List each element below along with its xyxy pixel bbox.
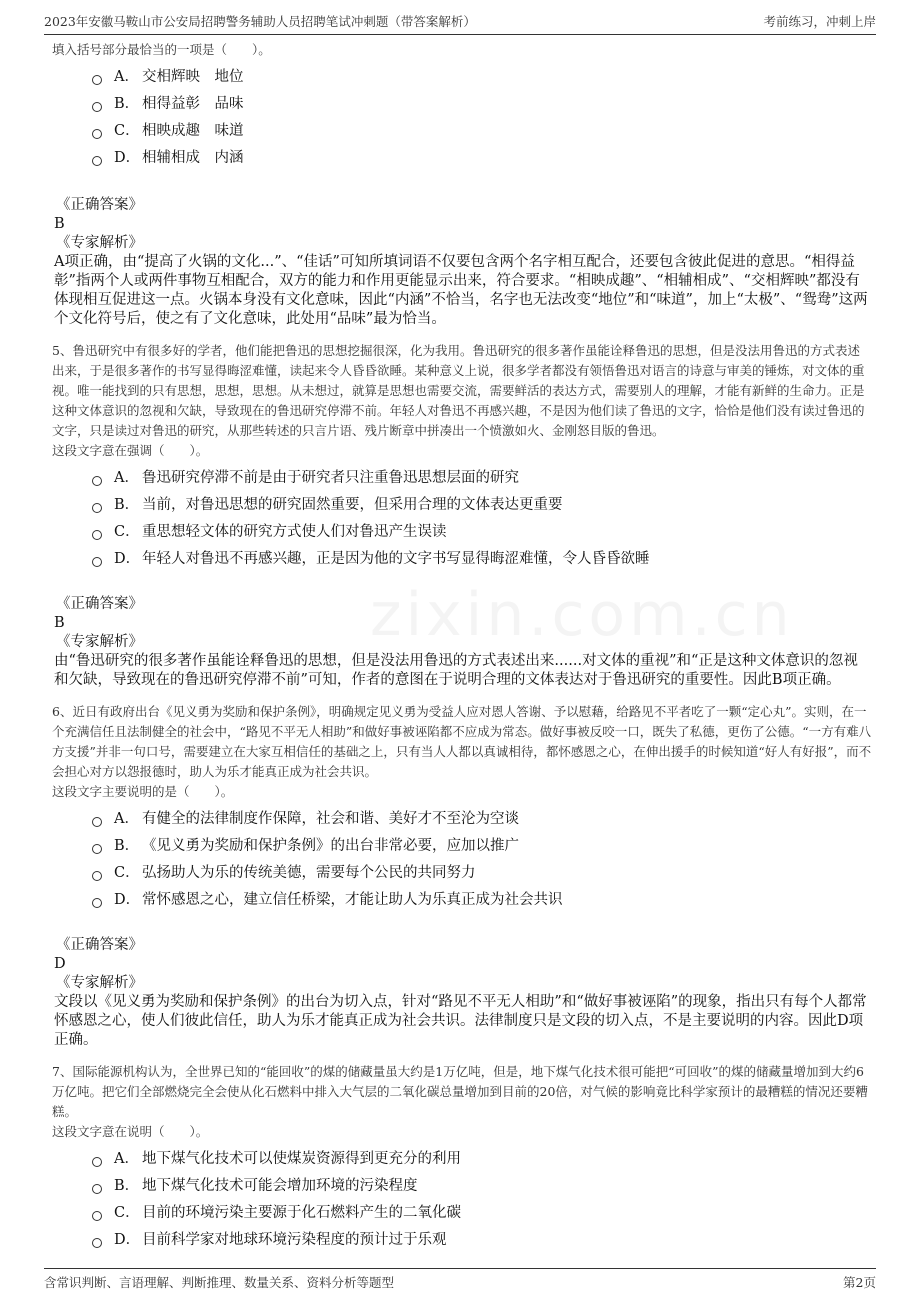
document-title: 2023年安徽马鞍山市公安局招聘警务辅助人员招聘笔试冲刺题（带答案解析） xyxy=(44,14,476,29)
radio-button-icon[interactable] xyxy=(92,898,102,908)
option-c[interactable] xyxy=(92,118,872,145)
question-passage: 6、近日有政府出台《见义勇为奖励和保护条例》，明确规定见义勇为受益人应对恩人答谢、予以慰藉，给路见不平者吃了一颗“定心丸”。实则，在一个充满信任且法制健全的社会中，“路见不平无人相助”和做好事被诬陷都不应成为常态。做好事被反咬一口，既失了私德，更伤了公德。“一方有难八方支援”并非一句口号，需要建立在大家互相信任的基础之上，只有当人人都以真诚相待，都怀感恩之心，在伸出援手的时候知道“好人有好报”，而不会担心对方以怨报德时，助人为乐才能真正成为社会共识。 xyxy=(52,704,872,779)
options-list xyxy=(92,806,872,914)
answer-block xyxy=(52,196,872,329)
option-letter: A． xyxy=(114,470,139,486)
radio-button-icon[interactable] xyxy=(92,530,102,540)
option-d[interactable] xyxy=(92,1227,872,1254)
option-letter: D． xyxy=(114,551,141,567)
option-letter: A． xyxy=(114,1151,139,1167)
option-b[interactable] xyxy=(92,91,872,118)
radio-button-icon[interactable] xyxy=(92,503,102,513)
answer-value: B xyxy=(54,615,65,631)
radio-button-icon[interactable] xyxy=(92,102,102,112)
option-a[interactable] xyxy=(92,806,872,833)
option-text: 相映成趣 味道 xyxy=(142,123,244,139)
answer-label: 《正确答案》 xyxy=(56,197,143,213)
watermark: zixin.com.cn xyxy=(370,580,794,650)
option-c[interactable] xyxy=(92,1200,872,1227)
options-list xyxy=(92,1146,872,1254)
option-letter: D． xyxy=(114,1232,141,1248)
option-letter: C． xyxy=(114,865,140,881)
option-text: 相辅相成 内涵 xyxy=(142,150,244,166)
option-text: 目前科学家对地球环境污染程度的预计过于乐观 xyxy=(142,1232,447,1248)
question-passage: 7、国际能源机构认为，全世界已知的“能回收”的煤的储藏量虽大约是1万亿吨，但是，地下煤气化技术很可能把“可回收”的煤的储藏量增加到大约6万亿吨。把它们全部燃烧完全会使从化石燃料中排入大气层的二氧化碳总量增加到目前的20倍，对气候的影响竟比科学家预计的最糟糕的情况还要糟糕。 xyxy=(52,1064,868,1119)
option-letter: A． xyxy=(114,69,139,85)
option-text: 鲁迅研究停滞不前是由于研究者只注重鲁迅思想层面的研究 xyxy=(142,470,519,486)
question-7 xyxy=(52,1062,872,1254)
option-text: 年轻人对鲁迅不再感兴趣，正是因为他的文字书写显得晦涩难懂，令人昏昏欲睡 xyxy=(142,551,650,567)
option-letter: C． xyxy=(114,524,140,540)
option-letter: B． xyxy=(114,838,140,854)
option-letter: C． xyxy=(114,1205,140,1221)
option-text: 交相辉映 地位 xyxy=(142,69,244,85)
radio-button-icon[interactable] xyxy=(92,1157,102,1167)
option-letter: D． xyxy=(114,892,141,908)
option-text: 地下煤气化技术可以使煤炭资源得到更充分的利用 xyxy=(142,1151,461,1167)
question-5 xyxy=(52,341,872,690)
radio-button-icon[interactable] xyxy=(92,817,102,827)
option-letter: B． xyxy=(114,497,140,513)
options-list xyxy=(92,465,872,573)
radio-button-icon[interactable] xyxy=(92,129,102,139)
radio-button-icon[interactable] xyxy=(92,156,102,166)
explanation-text: 由“鲁迅研究的很多著作虽能诠释鲁迅的思想，但是没法用鲁迅的方式表述出来......对文体的重视”和“正是这种文体意识的忽视和欠缺，导致现在的鲁迅研究停滞不前”可知，作者的意图在于说明合理的文体表达对于鲁迅研究的重要性。因此B项正确。 xyxy=(54,653,858,688)
option-text: 当前，对鲁迅思想的研究固然重要，但采用合理的文体表达更重要 xyxy=(142,497,563,513)
page-header xyxy=(44,10,876,35)
radio-button-icon[interactable] xyxy=(92,844,102,854)
option-b[interactable] xyxy=(92,833,872,860)
option-a[interactable] xyxy=(92,1146,872,1173)
question-6 xyxy=(52,702,872,1050)
answer-label: 《正确答案》 xyxy=(56,596,143,612)
radio-button-icon[interactable] xyxy=(92,1184,102,1194)
option-letter: C． xyxy=(114,123,140,139)
radio-button-icon[interactable] xyxy=(92,75,102,85)
option-text: 相得益彰 品味 xyxy=(142,96,244,112)
answer-value: D xyxy=(54,956,66,972)
option-d[interactable] xyxy=(92,546,872,573)
option-letter: B． xyxy=(114,96,140,112)
radio-button-icon[interactable] xyxy=(92,476,102,486)
question-stem: 这段文字意在强调（ ）。 xyxy=(52,443,209,458)
footer-topics: 含常识判断、言语理解、判断推理、数量关系、资料分析等题型 xyxy=(44,1275,395,1290)
question-stem: 这段文字主要说明的是（ ）。 xyxy=(52,784,234,799)
options-list xyxy=(92,64,872,172)
page-content xyxy=(52,40,872,1254)
header-slogan: 考前练习，冲刺上岸 xyxy=(763,14,876,29)
option-c[interactable] xyxy=(92,860,872,887)
option-d[interactable] xyxy=(92,887,872,914)
explanation-label: 《专家解析》 xyxy=(56,634,143,650)
question-stem: 这段文字意在说明（ ）。 xyxy=(52,1124,209,1139)
answer-block xyxy=(52,595,872,690)
option-text: 弘扬助人为乐的传统美德，需要每个公民的共同努力 xyxy=(142,865,476,881)
answer-value: B xyxy=(54,216,65,232)
option-b[interactable] xyxy=(92,1173,872,1200)
explanation-label: 《专家解析》 xyxy=(56,235,143,251)
option-a[interactable] xyxy=(92,465,872,492)
page-number: 第2页 xyxy=(843,1275,876,1290)
option-letter: D． xyxy=(114,150,141,166)
answer-label: 《正确答案》 xyxy=(56,937,143,953)
question-passage: 5、鲁迅研究中有很多好的学者，他们能把鲁迅的思想挖掘很深，化为我用。鲁迅研究的很多著作虽能诠释鲁迅的思想，但是没法用鲁迅的方式表述出来，于是很多著作的书写显得晦涩难懂，读起来令人昏昏欲睡。某种意义上说，很多学者都没有领悟鲁迅对语言的诗意与审美的锤炼，对文体的重视。唯一能找到的只有思想，思想，思想。从未想过，就算是思想也需要交流，需要鲜活的表达方式，需要别人的理解，才能有新鲜的生命力。正是这种文体意识的忽视和欠缺，导致现在的鲁迅研究停滞不前。年轻人对鲁迅不再感兴趣，不是因为他们读了鲁迅的文字，恰恰是他们没有读过鲁迅的文字，只是读过对鲁迅的研究，从那些转述的只言片语、残片断章中拼凑出一个愤激如火、金刚怒目版的鲁迅。 xyxy=(52,343,865,438)
radio-button-icon[interactable] xyxy=(92,1238,102,1248)
option-text: 常怀感恩之心，建立信任桥梁，才能让助人为乐真正成为社会共识 xyxy=(142,892,563,908)
radio-button-icon[interactable] xyxy=(92,871,102,881)
explanation-text: A项正确，由“提高了火锅的文化...”、“佳话”可知所填词语不仅要包含两个名字相互配合，还要包含彼此促进的意思。“相得益彰”指两个人或两件事物互相配合，双方的能力和作用更能显示出来，符合要求。“相映成趣”、“相辅相成”、“交相辉映”都没有体现相互促进这一点。火锅本身没有文化意味，因此“内涵”不恰当，名字也无法改变“地位”和“味道”，加上“太极”、“鸳鸯”这两个文化符号后，使之有了文化意味，此处用“品味”最为恰当。 xyxy=(54,254,868,327)
explanation-label: 《专家解析》 xyxy=(56,975,143,991)
radio-button-icon[interactable] xyxy=(92,557,102,567)
option-d[interactable] xyxy=(92,145,872,172)
radio-button-icon[interactable] xyxy=(92,1211,102,1221)
answer-block xyxy=(52,936,872,1050)
option-text: 地下煤气化技术可能会增加环境的污染程度 xyxy=(142,1178,418,1194)
option-text: 《见义勇为奖励和保护条例》的出台非常必要，应加以推广 xyxy=(142,838,519,854)
page-footer xyxy=(44,1268,876,1293)
option-c[interactable] xyxy=(92,519,872,546)
explanation-text: 文段以《见义勇为奖励和保护条例》的出台为切入点，针对“路见不平无人相助”和“做好事被诬陷”的现象，指出只有每个人都常怀感恩之心，使人们彼此信任，助人为乐才能真正成为社会共识。法律制度只是文段的切入点，不是主要说明的内容。因此D项正确。 xyxy=(54,994,867,1048)
option-a[interactable] xyxy=(92,64,872,91)
question-stem: 填入括号部分最恰当的一项是（ ）。 xyxy=(52,42,271,57)
option-letter: A． xyxy=(114,811,139,827)
question-4 xyxy=(52,40,872,329)
option-text: 有健全的法律制度作保障，社会和谐、美好才不至沦为空谈 xyxy=(142,811,519,827)
option-letter: B． xyxy=(114,1178,140,1194)
option-text: 目前的环境污染主要源于化石燃料产生的二氧化碳 xyxy=(142,1205,461,1221)
option-text: 重思想轻文体的研究方式使人们对鲁迅产生误读 xyxy=(142,524,447,540)
option-b[interactable] xyxy=(92,492,872,519)
